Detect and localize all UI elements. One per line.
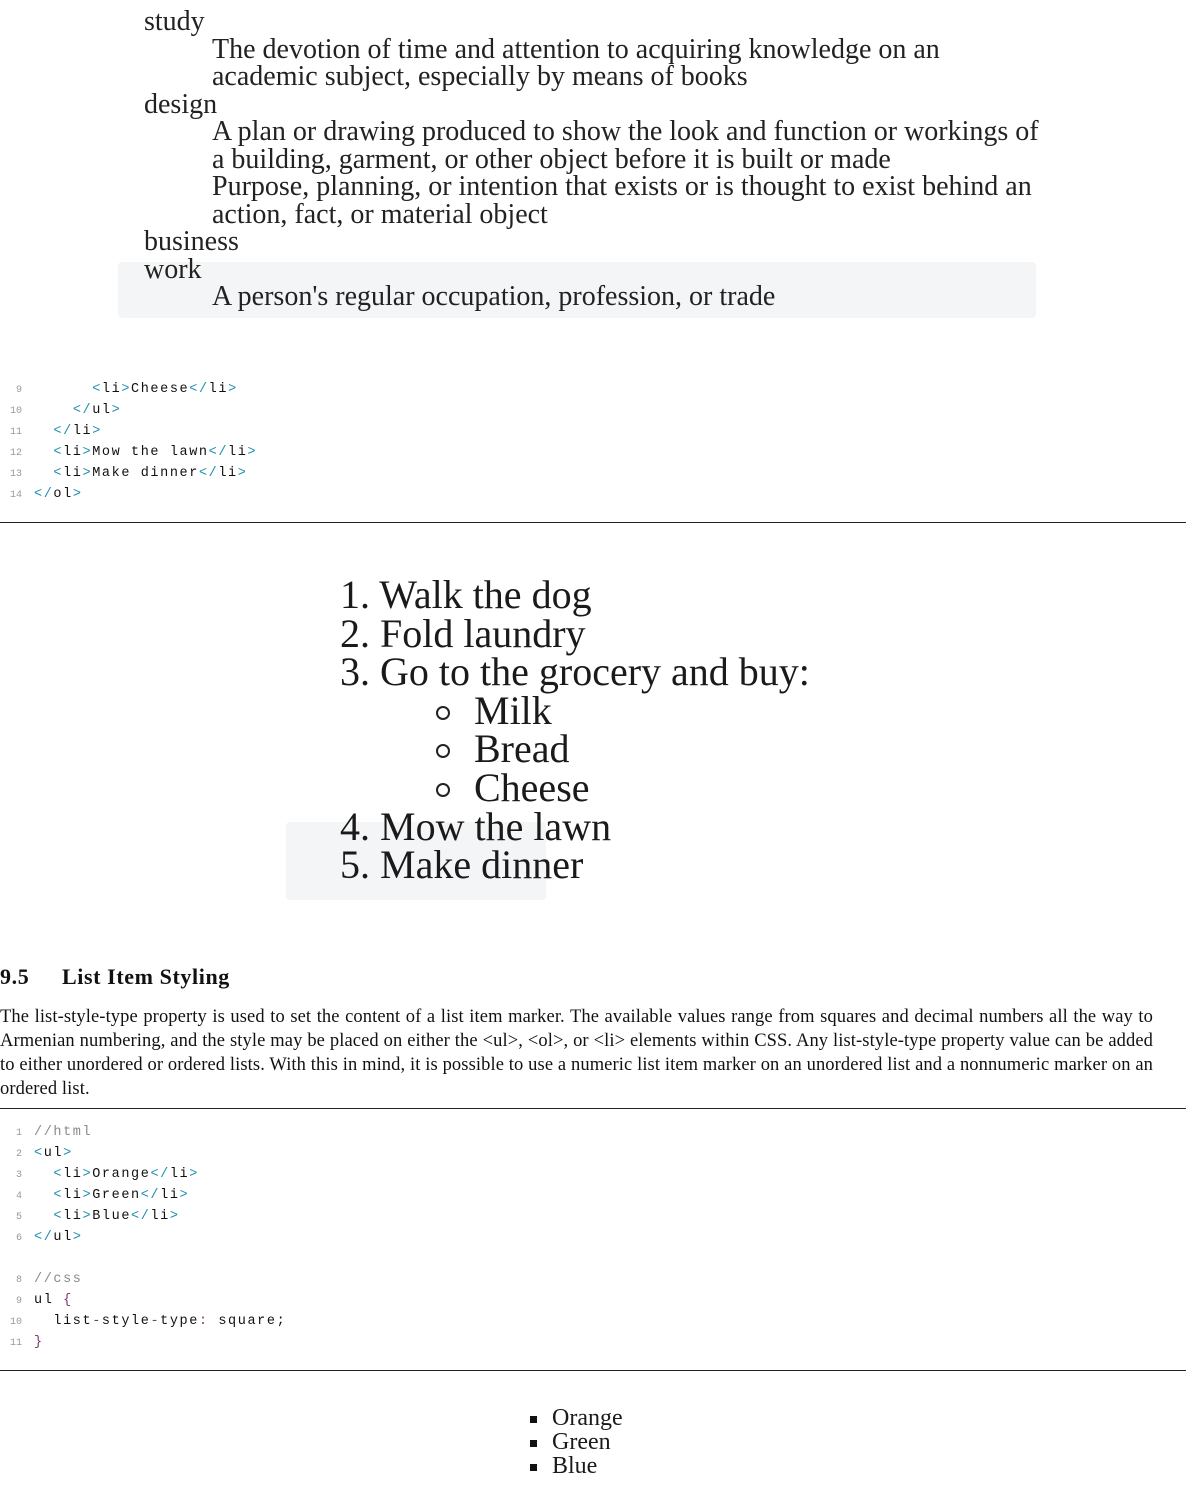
line-number: 3: [15, 1170, 22, 1181]
dl-definition: The devotion of time and attention to acquiring knowledge on an academic subject, especially by means of books: [212, 33, 940, 92]
line-number: 13: [9, 469, 22, 480]
code-line: }: [34, 1335, 44, 1350]
code-line: ul {: [34, 1293, 73, 1308]
list-item: 3. Go to the grocery and buy:: [340, 649, 810, 695]
divider: [0, 522, 1186, 523]
dl-definition: Purpose, planning, or intention that exists or is thought to exist behind an action, fact, or material object: [212, 171, 1032, 230]
dl-term: study: [144, 6, 205, 37]
dl-term: design: [144, 88, 218, 120]
ordered-list: [340, 572, 810, 888]
line-number: 9: [15, 385, 22, 396]
dl-term: business: [144, 226, 239, 257]
line-number: 10: [9, 1317, 22, 1328]
section-title: List Item Styling: [62, 964, 230, 989]
line-number: 4: [15, 1191, 22, 1202]
code-line: <li>Mow the lawn</li>: [53, 445, 258, 460]
code-line: </li>: [53, 424, 102, 439]
code-line: <li>Make dinner</li>: [53, 466, 248, 481]
code-line: </ol>: [34, 487, 83, 502]
line-number: 11: [9, 1338, 22, 1349]
nested-list-item: Milk: [340, 692, 810, 731]
code-line: //css: [34, 1272, 83, 1287]
section-heading: [0, 964, 230, 990]
nested-list-item: Bread: [340, 730, 810, 769]
line-number: 8: [15, 1275, 22, 1286]
code-line: <li>Green</li>: [53, 1188, 190, 1203]
code-line: <li>Blue</li>: [53, 1209, 180, 1224]
list-item: 4. Mow the lawn: [340, 803, 612, 849]
line-number: 1: [15, 1128, 22, 1139]
divider: [0, 1370, 1186, 1371]
line-number: 6: [15, 1233, 22, 1244]
line-number: 9: [15, 1296, 22, 1307]
list-item: 2. Fold laundry: [340, 610, 586, 656]
section-number: 9.5: [0, 964, 30, 989]
list-item: Blue: [552, 1454, 623, 1478]
code-line: </ul>: [34, 1230, 83, 1245]
line-number: 11: [9, 427, 22, 438]
code-line: <li>Orange</li>: [53, 1167, 199, 1182]
dl-definition: A plan or drawing produced to show the look and function or workings of a building, garment, or other object before it is built or made: [212, 116, 1039, 175]
code-line: <li>Cheese</li>: [92, 382, 238, 397]
code-line: //html: [34, 1125, 93, 1140]
dl-definition: A person's regular occupation, profession, or trade: [212, 281, 776, 312]
line-number: 5: [15, 1212, 22, 1223]
dl-term: work: [144, 253, 202, 285]
line-number: 12: [9, 448, 22, 459]
nested-list-item: Cheese: [340, 769, 810, 808]
square-list-figure: [552, 1406, 623, 1478]
line-number: 10: [9, 406, 22, 417]
list-item: 1. Walk the dog: [340, 572, 592, 617]
line-number: 14: [9, 490, 22, 501]
code-line: <ul>: [34, 1146, 73, 1161]
section-paragraph: The list-style-type property is used to set the content of a list item marker. The available values range from squares and decimal numbers all the way to Armenian numbering, and the style may be placed on either the <ul>, <ol>, or <li> elements within CSS. Any list-style-type property value can be added to either unordered or ordered lists. With this in mind, it is possible to use a numeric list item marker on an unordered list and a nonnumeric marker on an ordered list.: [0, 1007, 1153, 1099]
list-item: Orange: [552, 1405, 623, 1431]
code-line: </ul>: [72, 403, 122, 418]
divider: [0, 1108, 1186, 1109]
line-number: 2: [15, 1149, 22, 1160]
list-item: 5. Make dinner: [340, 842, 584, 888]
definition-list: [144, 8, 1042, 311]
code-line: list-style-type: square;: [34, 1314, 287, 1329]
ordered-list-figure: [0, 526, 1186, 916]
definition-list-figure: [0, 0, 1186, 330]
list-item: Green: [552, 1430, 623, 1454]
